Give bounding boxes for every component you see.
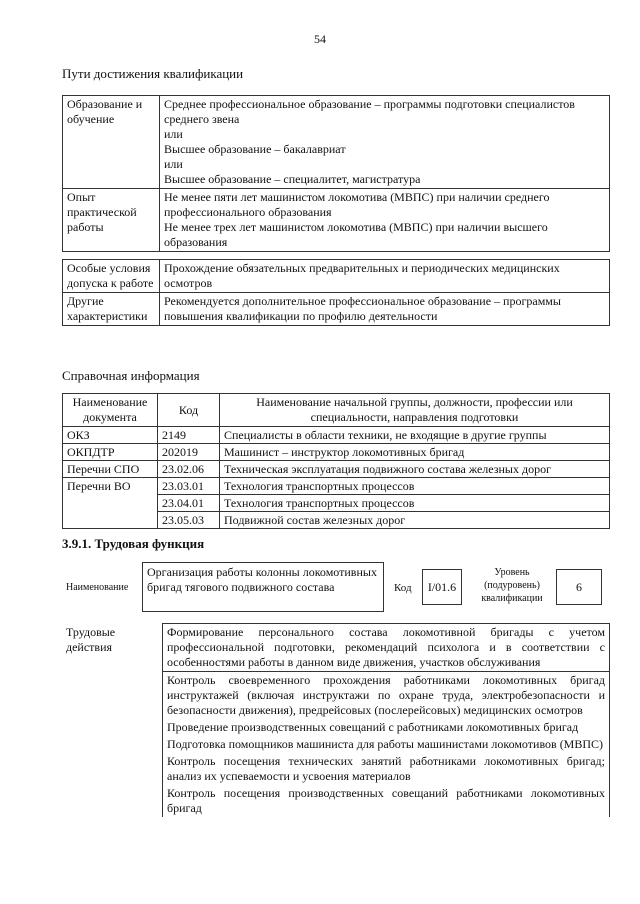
text-line: или [164,127,183,141]
text-line: Высшее образование – бакалавриат [164,142,346,156]
row-value [160,96,610,189]
action-item: Проведение производственных совещаний с работниками локомотивных бригад [163,719,610,736]
table-row [63,427,610,444]
cell-code: 2149 [158,427,220,444]
row-value [160,189,610,252]
column-header-name: Наименование начальной группы, должности, профессии или специальности, направления подготовки [220,394,610,427]
text-line: Не менее трех лет машинистом локомотива (МВПС) при наличии высшего образования [164,220,548,249]
conditions-table [62,259,610,326]
function-code: I/01.6 [422,569,462,605]
cell-name: Техническая эксплуатация подвижного состава железных дорог [220,461,610,478]
table-row [63,461,610,478]
row-label: Опыт практической работы [63,189,160,252]
action-item: Формирование персонального состава локомотивной бригады с учетом профессиональной подготовки, рекомендаций психолога и в соответствии с особенностями работы в данном виде движения, участков обслуживания [163,624,610,672]
table-row [63,96,610,189]
row-label: Образование и обучение [63,96,160,189]
table-row [63,444,610,461]
name-label: Наименование [66,582,129,593]
row-value: Прохождение обязательных предварительных и периодических медицинских осмотров [160,260,610,293]
function-name: Организация работы колонны локомотивных бригад тягового подвижного состава [142,562,384,612]
row-label: Особые условия допуска к работе [63,260,160,293]
cell-doc: ОКПДТР [63,444,158,461]
code-label: Код [394,582,412,594]
table-row [62,624,610,672]
qualification-heading: Пути достижения квалификации [62,66,244,81]
cell-code: 202019 [158,444,220,461]
qualification-table [62,95,610,252]
action-item: Подготовка помощников машиниста для работы машинистами локомотивов (МВПС) [163,736,610,753]
text-line: Среднее профессиональное образование – программы подготовки специалистов среднего звена [164,97,575,126]
table-row [63,189,610,252]
reference-table [62,393,610,529]
cell-code: 23.03.01 [158,478,220,495]
function-title: 3.9.1. Трудовая функция [62,536,205,551]
text-line: Высшее образование – специалитет, магистратура [164,172,421,186]
cell-doc: ОКЗ [63,427,158,444]
column-header-code: Код [158,394,220,427]
table-row [63,260,610,293]
cell-doc: Перечни СПО [63,461,158,478]
cell-name: Машинист – инструктор локомотивных бригад [220,444,610,461]
table-row [63,478,610,495]
cell-name: Технология транспортных процессов [220,495,610,512]
column-header-doc: Наименование документа [63,394,158,427]
reference-heading: Справочная информация [62,368,200,383]
cell-code: 23.05.03 [158,512,220,529]
cell-code: 23.02.06 [158,461,220,478]
function-header [62,562,612,614]
actions-label: Трудовые действия [62,624,163,818]
action-item: Контроль своевременного прохождения работниками локомотивных бригад инструктажей (включая инструктажи по охране труда, электробезопасности и безопасности движения), предрейсовых (послерейсовых) медицинских осмотров [163,672,610,720]
row-value: Рекомендуется дополнительное профессиональное образование – программы повышения квалификации по профилю деятельности [160,293,610,326]
labor-actions-table [62,623,610,817]
action-item: Контроль посещения технических занятий работниками локомотивных бригад; анализ их успеваемости и усвоения материалов [163,753,610,785]
level-label: Уровень (подуровень) квалификации [481,567,543,604]
cell-name: Подвижной состав железных дорог [220,512,610,529]
cell-name: Технология транспортных процессов [220,478,610,495]
table-header-row [63,394,610,427]
text-line: или [164,157,183,171]
cell-doc: Перечни ВО [63,478,158,529]
cell-name: Специалисты в области техники, не входящие в другие группы [220,427,610,444]
text-line: Не менее пяти лет машинистом локомотива (МВПС) при наличии среднего профессионального образования [164,190,550,219]
page-number: 54 [314,32,326,46]
action-item: Контроль посещения производственных совещаний работниками локомотивных бригад [163,785,610,817]
cell-code: 23.04.01 [158,495,220,512]
row-label: Другие характеристики [63,293,160,326]
level-value: 6 [556,569,602,605]
table-row [63,293,610,326]
